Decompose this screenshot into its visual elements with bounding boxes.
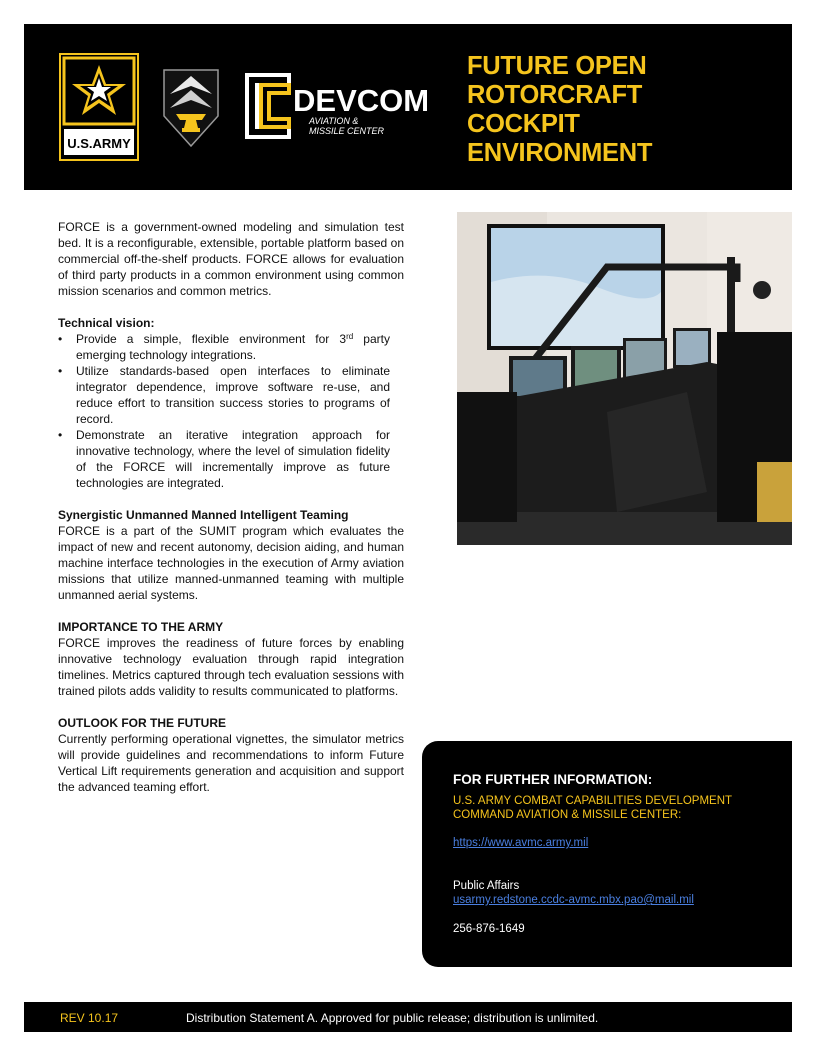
distribution-statement: Distribution Statement A. Approved for public release; distribution is unlimited. [186,1011,599,1025]
info-title: FOR FURTHER INFORMATION: [453,772,653,787]
title-line: COCKPIT [467,110,580,138]
devcom-subtitle-line2: MISSILE CENTER [309,126,385,136]
outlook-section [58,715,404,795]
phone-number: 256-876-1649 [453,923,525,935]
list-item: • Provide a simple, flexible environment for 3rd party emerging technology integrations. [58,331,390,363]
anvil-logo [162,68,220,148]
sumit-heading: Synergistic Unmanned Manned Intelligent Teaming [58,508,349,522]
technical-vision-list [58,331,390,491]
further-information-box [422,741,792,967]
outlook-heading: OUTLOOK FOR THE FUTURE [58,716,226,730]
devcom-subtitle-line1: AVIATION & [309,116,359,126]
body-text [58,219,404,795]
devcom-wordmark: DEVCOM [293,83,430,118]
sumit-paragraph: FORCE is a part of the SUMIT program which evaluates the impact of new and recent autonomy, decision aiding, and human machine interface technologies in the execution of Army aviation missions that utilize manned-unmanned teaming with multiple unmanned aerial systems. [58,524,404,602]
cockpit-simulator-photo [457,212,792,545]
header-banner [24,24,792,190]
page-title [467,52,777,168]
website-link[interactable]: https://www.avmc.army.mil [453,837,589,849]
importance-section [58,619,404,699]
revision-label: REV 10.17 [60,1011,119,1025]
title-line: ENVIRONMENT [467,139,653,167]
title-line: ROTORCRAFT [467,81,643,109]
technical-vision-section [58,315,404,491]
outlook-paragraph: Currently performing operational vignettes, the simulator metrics will provide guidelines and recommendations to inform Future Vertical Lift requirements generation and acquisition and support the advanced teaming effort. [58,732,404,794]
list-item: • Demonstrate an iterative integration approach for innovative technology, where the level of simulation fidelity of the FORCE will incrementally improve as future technologies are integrated. [58,427,390,491]
sumit-section [58,507,404,603]
importance-heading: IMPORTANCE TO THE ARMY [58,620,224,634]
public-affairs-label: Public Affairs [453,880,520,892]
title-line: FUTURE OPEN [467,52,647,80]
devcom-logo [239,71,437,141]
us-army-logo [59,53,139,161]
importance-paragraph: FORCE improves the readiness of future forces by enabling innovative technology evaluation through rapid integration timelines. Metrics captured through tech evaluation sessions with trained pilots adds validity to results communicated to platforms. [58,636,404,698]
list-item: • Utilize standards-based open interfaces to eliminate integrator dependence, improve software re-use, and reduce effort to transition success stories to programs of record. [58,363,390,427]
army-logo-text: U.S.ARMY [67,136,131,151]
technical-vision-heading: Technical vision: [58,316,155,330]
intro-paragraph: FORCE is a government-owned modeling and simulation test bed. It is a reconfigurable, extensible, portable platform based on commercial off-the-shelf products. FORCE allows for evaluation of third party products in a common environment using common mission scenarios and common metrics. [58,220,404,298]
public-affairs-email-link[interactable]: usarmy.redstone.ccdc-avmc.mbx.pao@mail.mil [453,894,694,906]
organization-name: U.S. ARMY COMBAT CAPABILITIES DEVELOPMENT COMMAND AVIATION & MISSILE CENTER: [453,795,732,821]
footer-bar [24,1002,792,1032]
